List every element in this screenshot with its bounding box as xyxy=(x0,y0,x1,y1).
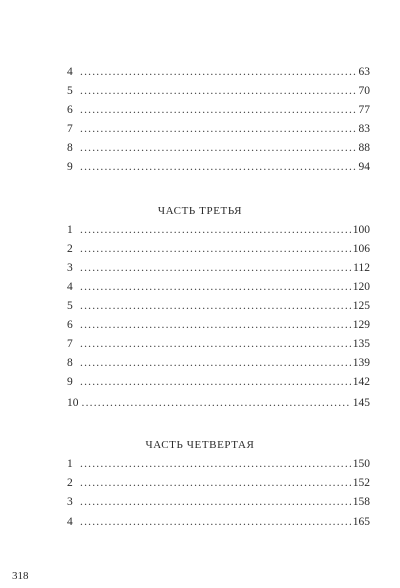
toc-entry-page: 120 xyxy=(352,281,370,293)
toc-entry-number: 7 xyxy=(67,123,73,135)
toc-entry xyxy=(67,241,370,257)
section-heading-part-three: ЧАСТЬ ТРЕТЬЯ xyxy=(157,205,243,217)
toc-entry-number: 7 xyxy=(67,338,73,350)
toc-entry-number: 9 xyxy=(67,376,73,388)
toc-entry xyxy=(67,279,370,295)
toc-entry-number: 8 xyxy=(67,357,73,369)
toc-entry-page: 63 xyxy=(358,66,370,78)
toc-entry-page: 77 xyxy=(358,104,370,116)
toc-entry-number: 5 xyxy=(67,85,73,97)
toc-leader-dots xyxy=(80,260,351,276)
toc-leader-dots xyxy=(80,121,357,137)
toc-entry-page: 129 xyxy=(352,319,370,331)
toc-entry-page: 150 xyxy=(352,458,370,470)
toc-entry-page: 142 xyxy=(352,376,370,388)
toc-entry xyxy=(67,121,370,137)
toc-entry xyxy=(67,260,370,276)
toc-entry-number: 1 xyxy=(67,224,73,236)
toc-entry xyxy=(67,102,370,118)
toc-entry-number: 4 xyxy=(67,281,73,293)
toc-leader-dots xyxy=(80,298,351,314)
toc-entry xyxy=(67,494,370,510)
toc-leader-dots xyxy=(80,494,351,510)
toc-entry-page: 125 xyxy=(352,300,370,312)
toc-leader-dots xyxy=(80,374,351,390)
toc-entry xyxy=(67,456,370,472)
toc-entry-number: 4 xyxy=(67,516,73,528)
toc-entry-number: 2 xyxy=(67,243,73,255)
toc-leader-dots xyxy=(80,83,357,99)
toc-leader-dots xyxy=(80,355,351,371)
toc-entry xyxy=(67,374,370,390)
toc-leader-dots xyxy=(82,395,351,411)
toc-entry-page: 145 xyxy=(352,397,370,409)
toc-entry-number: 2 xyxy=(67,477,73,489)
toc-entry-number: 8 xyxy=(67,142,73,154)
toc-entry-page: 135 xyxy=(352,338,370,350)
toc-entry-page: 112 xyxy=(353,262,370,274)
toc-entry xyxy=(67,317,370,333)
toc-entry-page: 165 xyxy=(352,516,370,528)
toc-entry-page: 106 xyxy=(352,243,370,255)
toc-entry-number: 3 xyxy=(67,262,73,274)
toc-entry-number: 3 xyxy=(67,496,73,508)
toc-leader-dots xyxy=(80,102,357,118)
toc-entry xyxy=(67,140,370,156)
toc-entry xyxy=(67,514,370,530)
page-number: 318 xyxy=(12,570,29,582)
toc-leader-dots xyxy=(80,140,357,156)
toc-leader-dots xyxy=(80,317,351,333)
toc-entry xyxy=(67,298,370,314)
toc-leader-dots xyxy=(80,514,351,530)
toc-leader-dots xyxy=(80,336,351,352)
toc-entry-number: 6 xyxy=(67,319,73,331)
toc-entry xyxy=(67,159,370,175)
toc-entry xyxy=(67,64,370,80)
toc-leader-dots xyxy=(80,241,351,257)
toc-leader-dots xyxy=(80,159,357,175)
toc-entry-page: 94 xyxy=(358,161,370,173)
toc-entry-number: 5 xyxy=(67,300,73,312)
toc-entry xyxy=(67,336,370,352)
toc-leader-dots xyxy=(80,456,351,472)
toc-entry xyxy=(67,355,370,371)
toc-entry-page: 70 xyxy=(358,85,370,97)
toc-entry xyxy=(67,475,370,491)
toc-entry-number: 6 xyxy=(67,104,73,116)
section-heading-part-four: ЧАСТЬ ЧЕТВЕРТАЯ xyxy=(145,439,255,451)
toc-entry-page: 83 xyxy=(358,123,370,135)
toc-leader-dots xyxy=(80,279,351,295)
toc-entry-page: 139 xyxy=(352,357,370,369)
toc-entry-page: 158 xyxy=(352,496,370,508)
toc-entry-page: 152 xyxy=(352,477,370,489)
toc-leader-dots xyxy=(80,64,357,80)
toc-entry-number: 4 xyxy=(67,66,73,78)
toc-entry-page: 88 xyxy=(358,142,370,154)
toc-entry-number: 10 xyxy=(67,397,79,409)
toc-entry xyxy=(67,395,370,411)
toc-entry-number: 9 xyxy=(67,161,73,173)
toc-leader-dots xyxy=(80,222,351,238)
toc-entry xyxy=(67,222,370,238)
toc-entry-page: 100 xyxy=(352,224,370,236)
toc-entry xyxy=(67,83,370,99)
toc-entry-number: 1 xyxy=(67,458,73,470)
toc-leader-dots xyxy=(80,475,351,491)
